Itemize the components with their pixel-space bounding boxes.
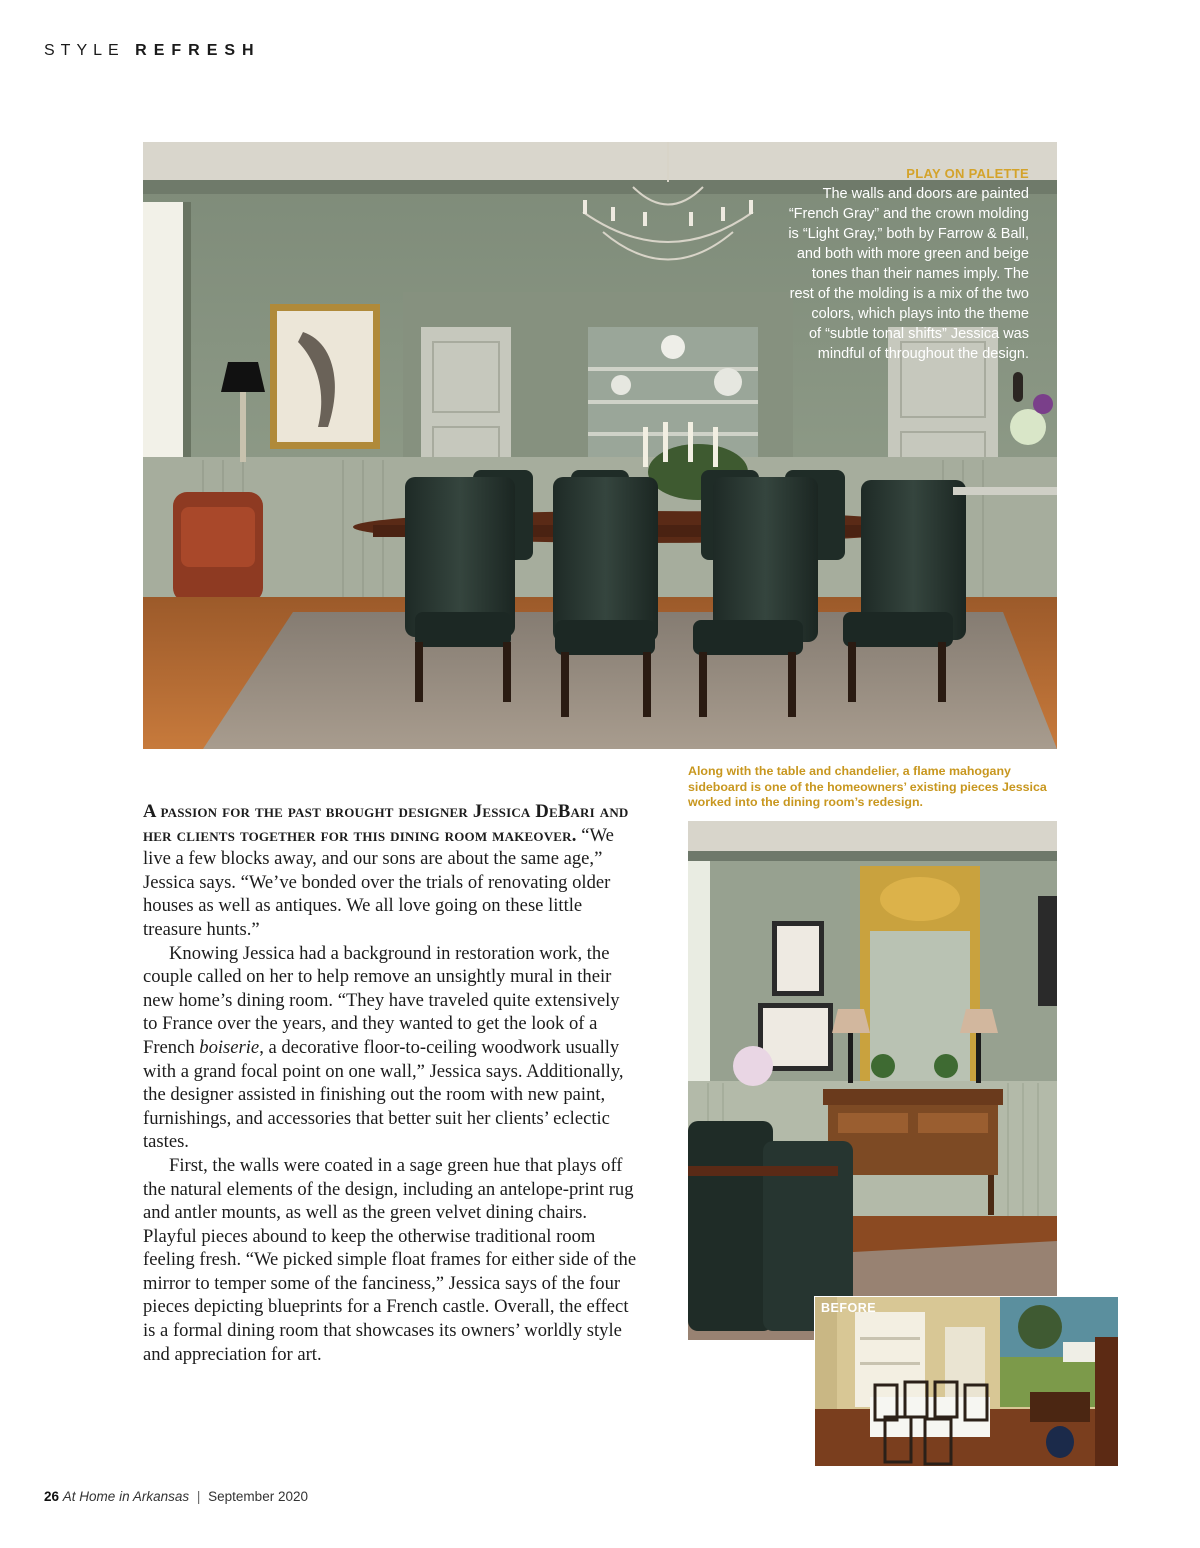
page-footer	[44, 1489, 308, 1504]
callout-line: “French Gray” and the crown molding	[788, 206, 1029, 222]
palette-callout	[729, 164, 1029, 364]
section-label-bold: REFRESH	[135, 42, 261, 59]
callout-line: is “Light Gray,” both by Farrow & Ball,	[788, 226, 1029, 242]
issue-date: September 2020	[208, 1489, 308, 1504]
sideboard-photo	[688, 821, 1057, 1340]
footer-separator: |	[196, 1489, 201, 1504]
lead-in: A passion for the past brought designer Jessica DeBari and her clients together for this dining room makeover.	[143, 801, 629, 846]
callout-line: The walls and doors are painted	[822, 186, 1029, 202]
article-paragraph	[143, 800, 638, 942]
publication-name: At Home in Arkansas	[62, 1489, 190, 1504]
article-body	[143, 800, 638, 1366]
callout-line: of “subtle tonal shifts” Jessica was	[808, 326, 1029, 342]
dining-room-photo	[143, 142, 1057, 749]
callout-line: colors, which plays into the theme	[811, 306, 1029, 322]
article-paragraph	[143, 942, 638, 1154]
section-label-light: STYLE	[44, 42, 125, 59]
sideboard-caption: Along with the table and chandelier, a flame mahogany sideboard is one of the homeowners’ existing pieces Jessica worked into the dining room’s redesign.	[688, 764, 1047, 809]
paragraph-text: Knowing Jessica had a background in restoration work, the couple called on her to help remove an unsightly mural in their new home’s dining room. “They have traveled quite extensively to France over the years, and they wanted to get the look of a French	[143, 942, 620, 1058]
paragraph-text: , a decorative floor-to-ceiling woodwork usually with a grand focal point on one wall,” Jessica says. Additionally, the designer assisted in finishing out the room with new paint, furnishings, and accessories that better suit her clients’ eclectic tastes.	[143, 1036, 624, 1153]
before-illustration	[815, 1297, 1118, 1466]
paragraph-text: “We live a few blocks away, and our sons are about the same age,” Jessica says. “We’ve bonded over the trials of renovating older houses as well as antiques. We all love going on these little treasure hunts.”	[143, 824, 614, 940]
section-header	[44, 42, 261, 60]
callout-line: tones than their names imply. The	[811, 266, 1029, 282]
italic-term: boiserie	[199, 1036, 260, 1058]
before-label: BEFORE	[821, 1301, 877, 1315]
callout-line: mindful of throughout the design.	[817, 346, 1029, 362]
before-photo	[814, 1296, 1119, 1467]
sideboard-illustration	[688, 821, 1057, 1340]
callout-line: rest of the molding is a mix of the two	[789, 286, 1029, 302]
callout-line: and both with more green and beige	[796, 246, 1029, 262]
article-paragraph: First, the walls were coated in a sage green hue that plays off the natural elements of the design, including an antelope-print rug and antler mounts, as well as the green velvet dining chairs. Playful pieces abound to keep the otherwise traditional room feeling fresh. “We picked simple float frames for either side of the mirror to temper some of the fanciness,” Jessica says of the four pieces depicting blueprints for a French castle. Overall, the effect is a formal dining room that showcases its owners’ worldly style and appreciation for art.	[143, 1154, 637, 1365]
page-number: 26	[44, 1489, 60, 1504]
callout-title: PLAY ON PALETTE	[906, 166, 1029, 181]
